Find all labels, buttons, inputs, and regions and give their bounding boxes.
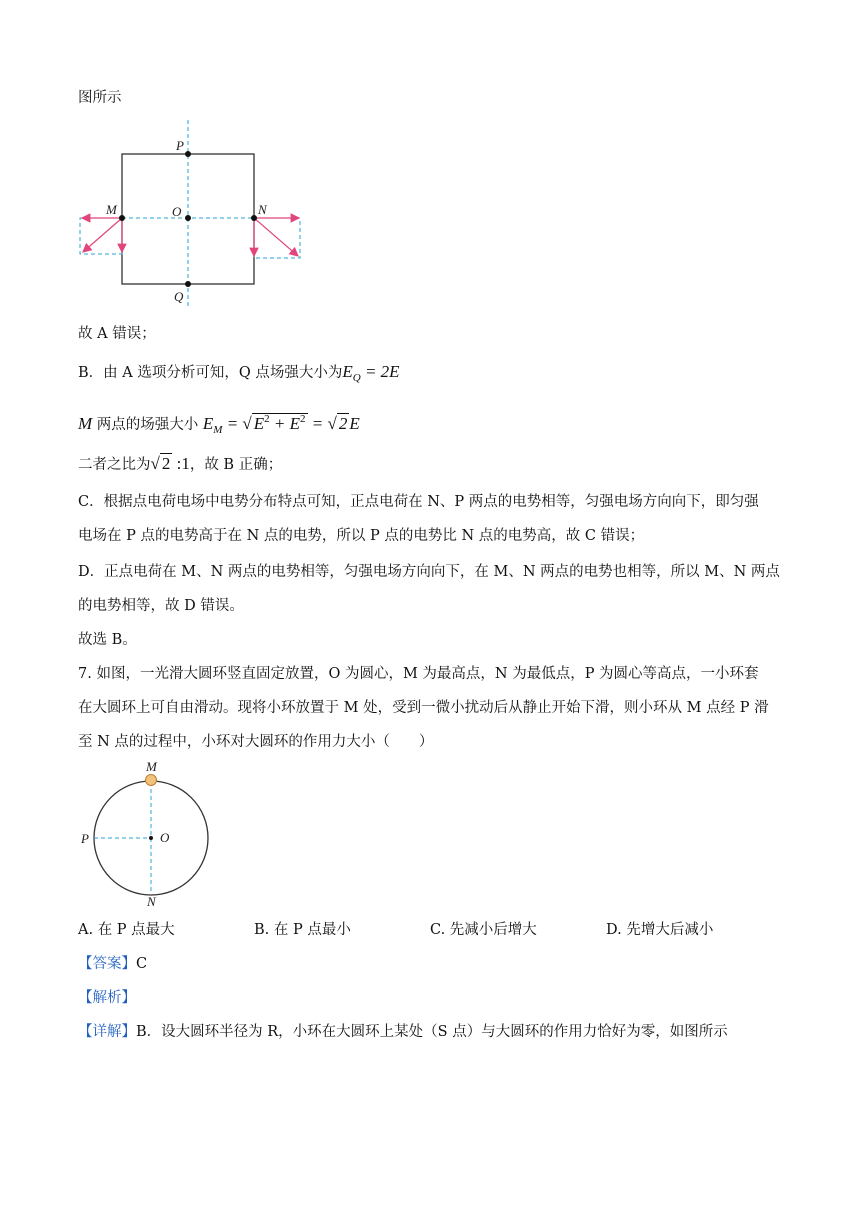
line-a: 故 A 错误； bbox=[78, 326, 156, 342]
question-7-line-1: 7. 如图，一光滑大圆环竖直固定放置，O 为圆心，M 为最高点，N 为最低点，P 为圆心等高点，一小环套 bbox=[78, 666, 759, 682]
point-o bbox=[185, 215, 191, 221]
line-b3 bbox=[78, 454, 282, 475]
line-b1 bbox=[78, 362, 400, 388]
ring-label-o: O bbox=[160, 830, 170, 845]
option-b: B. 在 P 点最小 bbox=[254, 922, 351, 938]
eq-eq: $E_Q = 2E$ bbox=[342, 362, 400, 384]
n-resultant-arrow bbox=[254, 218, 298, 256]
line-b3-pre: 二者之比为 bbox=[78, 457, 151, 473]
point-q bbox=[185, 281, 191, 287]
square-field-diagram bbox=[70, 118, 320, 308]
answer-value: C bbox=[136, 956, 148, 972]
figure-caption: 图所示 bbox=[78, 90, 122, 106]
question-7-line-3: 至 N 点的过程中，小环对大圆环的作用力大小（ ） bbox=[78, 734, 434, 750]
label-n: N bbox=[258, 202, 267, 217]
ring-center bbox=[149, 836, 153, 840]
question-7-line-2: 在大圆环上可自由滑动。现将小环放置于 M 处，受到一微小扰动后从静止开始下滑，则小环从 M 点经 P 滑 bbox=[78, 700, 769, 716]
line-d-1: D．正点电荷在 M、N 两点的电势相等，匀强电场方向向下，在 M、N 两点的电势也相等，所以 M、N 两点 bbox=[78, 564, 780, 580]
option-c: C. 先减小后增大 bbox=[430, 922, 537, 938]
point-p bbox=[185, 151, 191, 157]
label-p: P bbox=[176, 138, 184, 153]
detail-text: B．设大圆环半径为 R，小环在大圆环上某处（S 点）与大圆环的作用力恰好为零，如图所示 bbox=[136, 1024, 728, 1040]
point-m bbox=[119, 215, 125, 221]
ring-label-n: N bbox=[147, 894, 156, 908]
ring-label-p: P bbox=[81, 831, 89, 846]
answer-tag: 【答案】 bbox=[78, 956, 136, 972]
m-resultant-arrow bbox=[83, 218, 122, 252]
ring-label-m: M bbox=[146, 759, 157, 774]
line-c-1: C．根据点电荷电场中电势分布特点可知，正点电荷在 N、P 两点的电势相等，匀强电场方向向下，即匀强 bbox=[78, 494, 759, 510]
line-c-2: 电场在 P 点的电势高于在 N 点的电势，所以 P 点的电势比 N 点的电势高，故 C 错误； bbox=[78, 528, 645, 544]
line-d-2: 的电势相等，故 D 错误。 bbox=[78, 598, 244, 614]
ratio: √ 2 :1 bbox=[150, 454, 190, 473]
line-b2 bbox=[78, 409, 360, 440]
line-b2-prefix: M bbox=[78, 414, 93, 433]
label-q: Q bbox=[174, 289, 184, 304]
detail-line bbox=[78, 1022, 728, 1042]
answer-line bbox=[78, 954, 147, 974]
line-b2-text: 两点的场强大小 bbox=[96, 417, 199, 433]
ring-diagram bbox=[72, 758, 222, 908]
line-b3-post: ，故 B 正确； bbox=[189, 457, 283, 473]
option-d: D. 先增大后减小 bbox=[606, 922, 714, 938]
option-a: A. 在 P 点最大 bbox=[78, 922, 175, 938]
analysis-tag: 【解析】 bbox=[78, 990, 136, 1006]
eq-em: $E_M$ = √ $E^2 + E^2$ = √ 2 E bbox=[202, 413, 360, 436]
detail-tag: 【详解】 bbox=[78, 1024, 136, 1040]
label-o: O bbox=[172, 204, 182, 219]
select-answer: 故选 B。 bbox=[78, 632, 137, 648]
point-n bbox=[251, 215, 257, 221]
line-b1-text: B．由 A 选项分析可知，Q 点场强大小为 bbox=[78, 365, 343, 381]
label-m: M bbox=[106, 202, 117, 217]
small-ring-bead bbox=[146, 775, 157, 786]
